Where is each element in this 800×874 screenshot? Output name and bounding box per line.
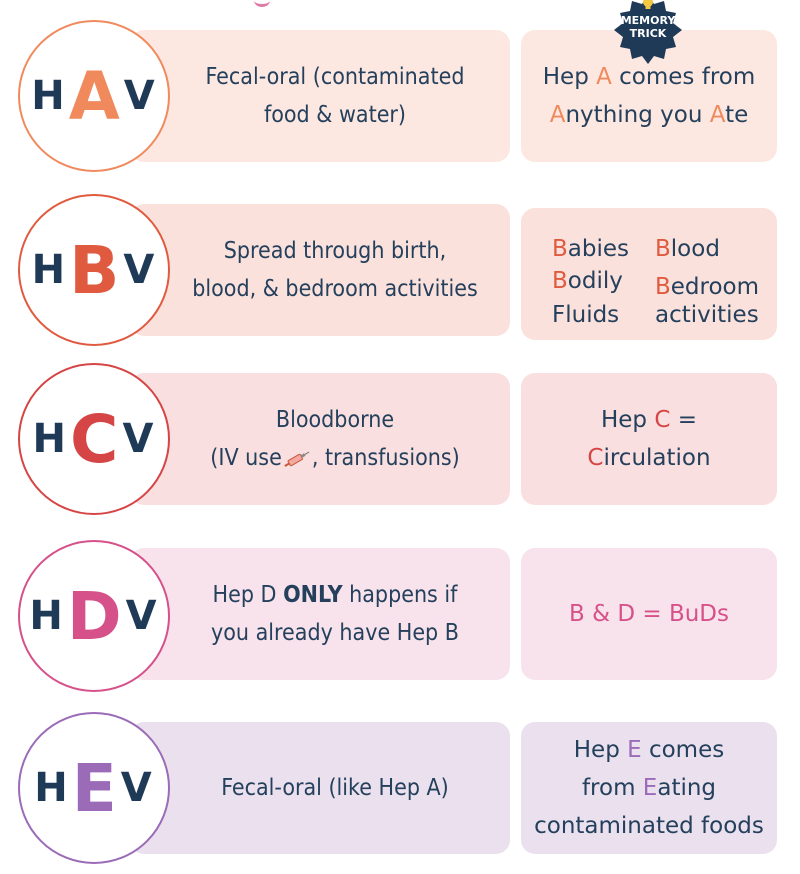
hcv-desc-line2-pre: (IV use	[210, 445, 282, 471]
trick-text: ating	[657, 775, 717, 801]
row-hbv	[0, 194, 800, 354]
row-hev	[0, 712, 800, 872]
badge-line1: MEMORY	[620, 14, 676, 27]
hdv-desc-text: happens if	[342, 582, 458, 608]
v-letter: V	[125, 593, 159, 639]
hbv-desc-line1: Spread through birth,	[223, 238, 447, 264]
v-letter: V	[120, 765, 154, 811]
trick-text: =	[670, 407, 697, 433]
v-letter: V	[123, 73, 157, 119]
trick-highlight: A	[549, 102, 566, 128]
trick-text: odily	[567, 268, 623, 294]
a-letter: A	[68, 57, 122, 135]
hdv-trick-text: B & D = BuDs	[569, 601, 729, 627]
hav-desc-line1: Fecal-oral (contaminated	[205, 64, 465, 90]
hcv-trick	[521, 373, 777, 505]
trick-text: lood	[670, 236, 720, 262]
trick-highlight: B	[552, 236, 568, 262]
hbv-desc-line2: blood, & bedroom activities	[192, 276, 478, 302]
memory-trick-label	[612, 14, 684, 40]
hdv-badge-circle	[18, 540, 170, 692]
hbv-description	[160, 204, 510, 336]
hdv-desc-text: Hep D	[212, 582, 284, 608]
hdv-trick	[521, 548, 777, 680]
hav-desc-line2: food & water)	[263, 102, 407, 128]
trick-text: edroom	[670, 274, 760, 300]
d-letter: D	[66, 577, 124, 655]
hdv-desc-line2: you already have Hep B	[211, 620, 459, 646]
h-letter: H	[29, 593, 65, 639]
trick-text: from	[581, 775, 643, 801]
hav-badge-circle	[18, 20, 170, 172]
h-letter: H	[31, 247, 68, 293]
decorative-curve	[254, 0, 270, 7]
hev-desc-line1: Fecal-oral (like Hep A)	[221, 775, 449, 801]
h-letter: H	[31, 73, 67, 119]
b-letter: B	[69, 231, 122, 309]
trick-text: nything you	[565, 102, 710, 128]
v-letter: V	[122, 416, 156, 462]
h-letter: H	[32, 416, 69, 462]
hcv-description	[160, 373, 510, 505]
trick-highlight: A	[596, 64, 612, 90]
trick-text: contaminated foods	[534, 813, 764, 839]
trick-text: Hep	[542, 64, 597, 90]
trick-text: activities	[655, 302, 759, 328]
trick-text: Fluids	[552, 302, 620, 328]
row-hcv	[0, 363, 800, 523]
hev-description	[160, 722, 510, 854]
syringe-icon	[282, 450, 312, 468]
trick-text: te	[725, 102, 749, 128]
hcv-badge-circle	[18, 363, 170, 515]
hcv-desc-line1: Bloodborne	[275, 407, 395, 433]
trick-text: irculation	[603, 445, 711, 471]
row-hdv	[0, 540, 800, 700]
badge-line2: TRICK	[629, 27, 667, 40]
trick-text: comes from	[611, 64, 756, 90]
hdv-description	[160, 548, 510, 680]
trick-highlight: B	[655, 236, 671, 262]
trick-text: comes	[641, 737, 725, 763]
trick-text: Hep	[573, 737, 628, 763]
trick-highlight: E	[642, 775, 658, 801]
trick-highlight: E	[627, 737, 642, 763]
hav-description	[160, 30, 510, 162]
e-letter: E	[71, 749, 119, 827]
trick-highlight: B	[552, 268, 568, 294]
c-letter: C	[70, 400, 121, 478]
hev-trick	[521, 722, 777, 854]
hev-badge-circle	[18, 712, 170, 864]
trick-text: Hep	[600, 407, 655, 433]
trick-highlight: B	[655, 274, 671, 300]
hbv-badge-circle	[18, 194, 170, 346]
v-letter: V	[123, 247, 157, 293]
hcv-desc-line2-post: , transfusions)	[311, 445, 460, 471]
trick-text: abies	[567, 236, 629, 262]
trick-highlight: C	[654, 407, 671, 433]
trick-highlight: A	[709, 102, 726, 128]
hdv-desc-emphasis: ONLY	[283, 582, 343, 608]
trick-highlight: C	[587, 445, 604, 471]
h-letter: H	[34, 765, 70, 811]
